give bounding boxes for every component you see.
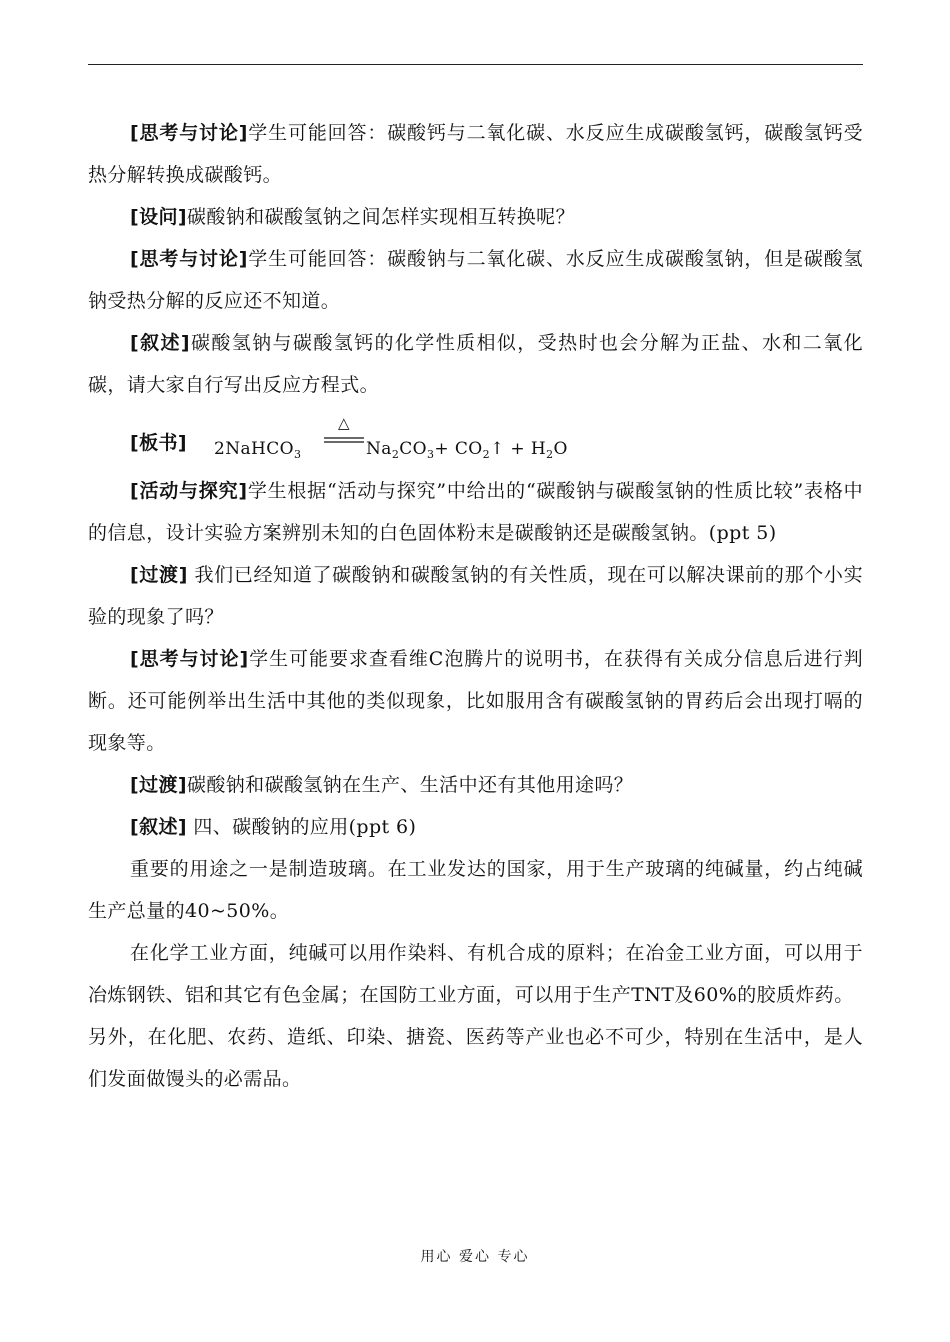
heat-condition-arrow <box>324 414 364 454</box>
paragraph <box>88 238 863 322</box>
paragraph <box>88 196 863 238</box>
paragraph-tag: [叙述] <box>130 816 187 838</box>
paragraph-text: 碳酸钠和碳酸氢钠之间怎样实现相互转换呢？ <box>186 206 575 228</box>
paragraph <box>88 764 863 806</box>
paragraph-text: 学生可能回答：碳酸钠与二氧化碳、水反应生成碳酸氢钠，但是碳酸氢钠受热分解的反应还不知道。 <box>88 248 864 312</box>
header-rule <box>88 64 863 65</box>
paragraph <box>88 322 863 406</box>
paragraph-tag: [思考与讨论] <box>130 648 249 670</box>
paragraph-tag: [设问] <box>130 206 187 228</box>
paragraph-text: 学生根据“活动与探究”中给出的“碳酸钠与碳酸氢钠的性质比较”表格中的信息，设计实验方案辨别未知的白色固体粉末是碳酸钠还是碳酸氢钠。(ppt 5) <box>88 480 864 544</box>
equation-reactant: 2NaHCO$_3$ <box>214 439 302 461</box>
equation-tag: [板书] <box>130 432 187 454</box>
paragraph <box>88 638 863 764</box>
heat-symbol: △ <box>338 414 350 432</box>
paragraph-tag: [过渡] <box>130 774 187 796</box>
paragraph-text: 我们已经知道了碳酸钠和碳酸氢钠的有关性质，现在可以解决课前的那个小实验的现象了吗？ <box>88 564 863 628</box>
paragraph-text: 学生可能要求查看维C泡腾片的说明书，在获得有关成分信息后进行判断。还可能例举出生活中其他的类似现象，比如服用含有碳酸氢钠的胃药后会出现打嗝的现象等。 <box>88 648 863 754</box>
paragraph <box>88 470 863 554</box>
paragraph-text: 碳酸氢钠与碳酸氢钙的化学性质相似，受热时也会分解为正盐、水和二氧化碳，请大家自行写出反应方程式。 <box>88 332 863 396</box>
page-footer: 用心 爱心 专心 <box>420 1249 530 1265</box>
paragraph-tag: [思考与讨论] <box>130 122 248 144</box>
paragraph: 在化学工业方面，纯碱可以用作染料、有机合成的原料；在冶金工业方面，可以用于冶炼钢铁、铝和其它有色金属；在国防工业方面，可以用于生产TNT及60%的胶质炸药。 <box>88 942 863 1006</box>
paragraph-text: 四、碳酸钠的应用(ppt 6) <box>186 816 417 838</box>
paragraph <box>88 112 863 196</box>
paragraph-tag: [思考与讨论] <box>130 248 248 270</box>
paragraph-tag: [活动与探究] <box>130 480 248 502</box>
equation-products: $Na_2CO_3+$ $CO_2↑ + H_2O$ <box>366 439 568 461</box>
chemical-equation-line <box>88 408 863 466</box>
paragraph-text: 碳酸钠和碳酸氢钠在生产、生活中还有其他用途吗？ <box>186 774 634 796</box>
paragraph <box>88 554 863 638</box>
paragraph-text: 学生可能回答：碳酸钙与二氧化碳、水反应生成碳酸氢钙，碳酸氢钙受热分解转换成碳酸钙。 <box>88 122 864 186</box>
paragraph-tag: [叙述] <box>130 332 190 354</box>
paragraph: 重要的用途之一是制造玻璃。在工业发达的国家，用于生产玻璃的纯碱量，约占纯碱生产总量的40~50%。 <box>88 858 863 922</box>
paragraph: 另外，在化肥、农药、造纸、印染、搪瓷、医药等产业也必不可少，特别在生活中，是人们发面做馒头的必需品。 <box>88 1026 863 1090</box>
paragraph-tag: [过渡] <box>130 564 188 586</box>
document-body <box>88 112 863 1100</box>
paragraph <box>88 806 863 848</box>
